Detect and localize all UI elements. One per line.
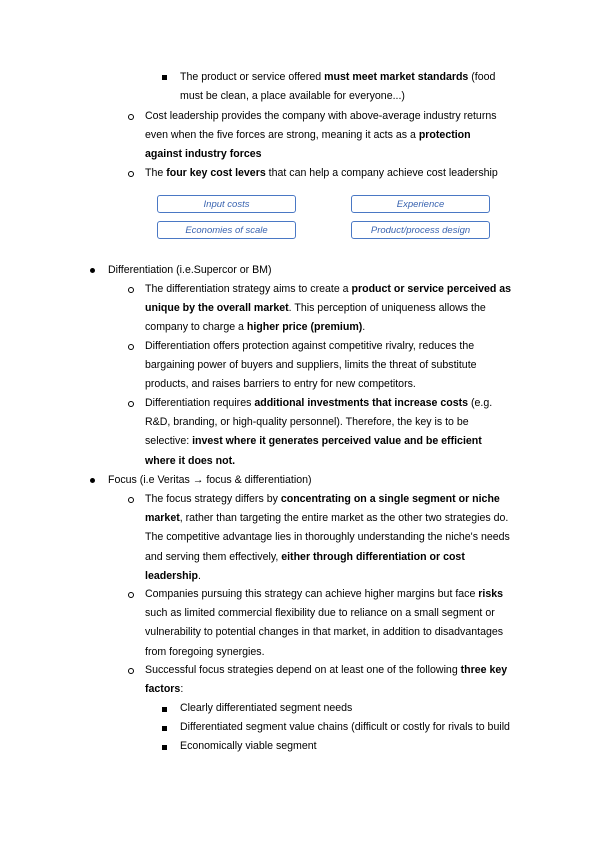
text: selective:: [145, 435, 193, 448]
bold-text: three key: [460, 664, 508, 676]
bold-text: additional investments that increase costs: [254, 397, 469, 409]
circle-bullet-icon: [128, 401, 134, 407]
text: R&D, branding, or high-quality personnel). Therefore, the key is to be: [145, 416, 469, 429]
bold-text: leadership: [145, 569, 198, 582]
text: The competitive advantage lies in thoroughly understanding the niche's needs: [145, 531, 510, 544]
bold-text: product or service perceived as: [351, 283, 512, 295]
text: Economically viable segment: [180, 740, 317, 752]
circle-bullet-icon: [128, 497, 134, 503]
circle-bullet-icon: [128, 668, 134, 674]
bold-text: either through differentiation or cost: [281, 550, 465, 563]
text: must be clean, a place available for everyone...): [180, 90, 405, 103]
text: The: [145, 167, 167, 179]
text: Differentiation (i.e.Supercor or BM): [108, 264, 272, 276]
circle-bullet-icon: [128, 171, 134, 177]
text: from foregoing synergies.: [145, 645, 265, 658]
focus-heading: [108, 471, 312, 490]
lever-economies-of-scale: Economies of scale: [157, 221, 296, 239]
bold-text: risks: [478, 588, 504, 600]
text: Focus (i.e Veritas → focus & differentiation): [108, 474, 312, 486]
text: Clearly differentiated segment needs: [180, 702, 353, 714]
text: Successful focus strategies depend on at least one of the following: [145, 664, 461, 676]
bold-text: higher price (premium): [246, 321, 363, 334]
square-bullet-icon: [162, 707, 167, 712]
lever-input-costs: Input costs: [157, 195, 296, 213]
market-standards-item: [180, 68, 495, 106]
differentiation-item-2: [145, 337, 477, 395]
focus-item-3: [145, 661, 507, 699]
text: that can help a company achieve cost leadership: [265, 167, 498, 179]
text: .: [362, 321, 366, 334]
circle-bullet-icon: [128, 114, 134, 120]
text: . This perception of uniqueness allows the: [288, 302, 486, 315]
bold-text: invest where it generates perceived value and be efficient: [192, 435, 482, 448]
circle-bullet-icon: [128, 287, 134, 293]
factor-item: [180, 699, 352, 718]
lever-product-process-design: Product/process design: [351, 221, 490, 239]
text: even when the five forces are strong, meaning it acts as a: [145, 129, 419, 142]
dot-bullet-icon: [90, 268, 95, 273]
bold-text: against industry forces: [145, 148, 262, 161]
lever-experience: Experience: [351, 195, 490, 213]
text: .: [198, 569, 201, 582]
dot-bullet-icon: [90, 478, 95, 483]
text: Companies pursuing this strategy can achieve higher margins but face: [145, 588, 479, 600]
text: , rather than targeting the entire market as the other two strategies do.: [179, 512, 509, 525]
bold-text: must meet market standards: [324, 71, 469, 83]
bold-text: protection: [418, 129, 471, 142]
text: company to charge a: [145, 321, 247, 334]
text: vulnerability to potential changes in that market, in addition to disadvantages: [145, 626, 504, 639]
circle-bullet-icon: [128, 592, 134, 598]
text: bargaining power of buyers and suppliers, limits the threat of substitute: [145, 359, 477, 372]
square-bullet-icon: [162, 726, 167, 731]
text: The focus strategy differs by: [145, 493, 281, 505]
text: Cost leadership provides the company with above-average industry returns: [145, 110, 497, 122]
text: and serving them effectively,: [145, 550, 282, 563]
bold-text: unique by the overall market: [145, 302, 289, 315]
text: Differentiation requires: [145, 397, 255, 409]
bold-text: four key cost levers: [166, 167, 266, 179]
square-bullet-icon: [162, 745, 167, 750]
bold-text: factors: [145, 683, 181, 696]
text: such as limited commercial flexibility due to reliance on a small segment or: [145, 607, 495, 620]
bold-text: where it does not.: [145, 454, 236, 467]
differentiation-heading: [108, 261, 271, 280]
text: :: [180, 683, 184, 696]
text: The product or service offered: [180, 71, 325, 83]
focus-item-2: [145, 585, 503, 662]
factor-item: [180, 737, 317, 756]
focus-item-1: [145, 490, 510, 586]
text: Differentiation offers protection against competitive rivalry, reduces the: [145, 340, 475, 352]
circle-bullet-icon: [128, 344, 134, 350]
text: Differentiated segment value chains (difficult or costly for rivals to build: [180, 721, 510, 733]
text: The differentiation strategy aims to create a: [145, 283, 352, 295]
text: products, and raises barriers to entry for new competitors.: [145, 378, 416, 391]
bold-text: market: [145, 512, 180, 525]
bold-text: concentrating on a single segment or niche: [280, 493, 500, 505]
four-levers-item: [145, 164, 498, 183]
text: (food: [468, 71, 496, 83]
text: (e.g.: [468, 397, 493, 409]
cost-leadership-item: [145, 107, 497, 165]
differentiation-item-1: [145, 280, 511, 338]
square-bullet-icon: [162, 75, 167, 80]
differentiation-item-3: [145, 394, 492, 471]
factor-item: [180, 718, 510, 737]
